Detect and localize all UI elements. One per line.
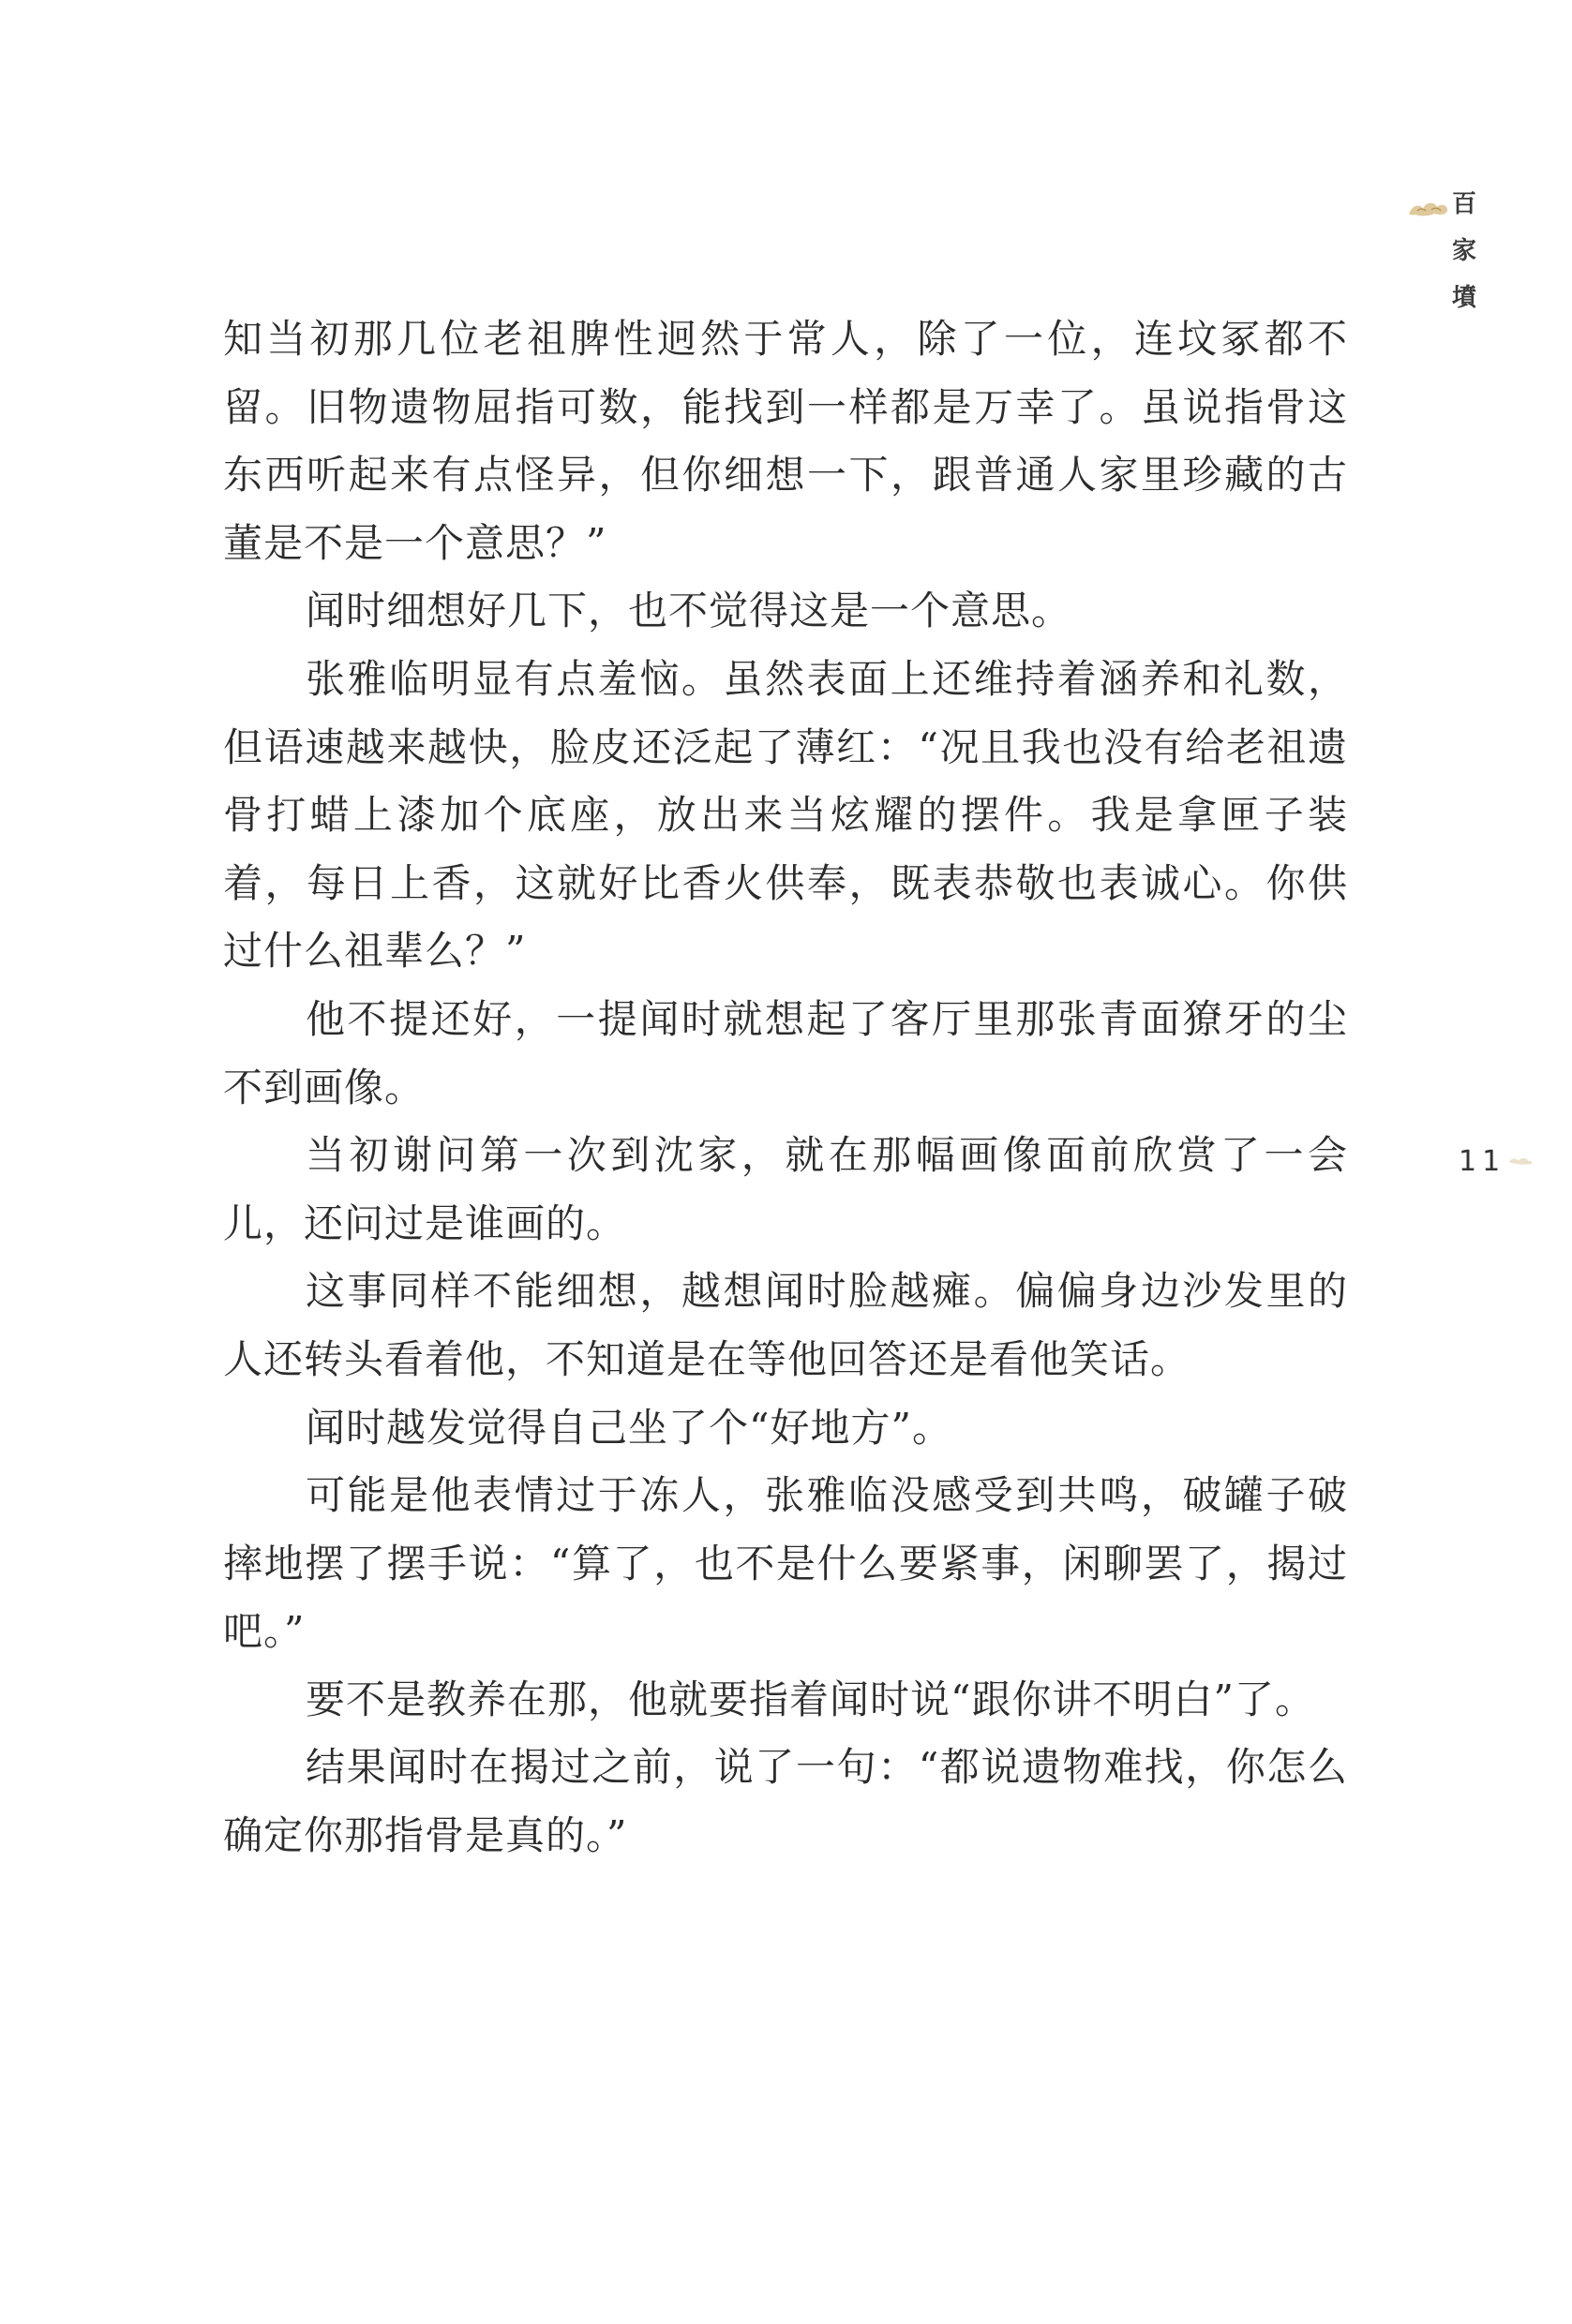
page-number-block [1459, 1141, 1534, 1183]
title-char-1: 百 [1451, 190, 1476, 218]
paragraph: 结果闻时在揭过之前，说了一句：“都说遗物难找，你怎么确定你那指骨是真的。” [223, 1744, 1348, 1859]
running-head [1406, 187, 1481, 365]
cloud-mark-icon [1507, 1155, 1534, 1166]
paragraph: 这事同样不能细想，越想闻时脸越瘫。偏偏身边沙发里的人还转头看着他，不知道是在等他回答还是看他笑话。 [223, 1268, 1348, 1382]
paragraph: 知当初那几位老祖脾性迥然于常人，除了一位，连坟冢都不留。旧物遗物屈指可数，能找到一样都是万幸了。虽说指骨这东西听起来有点怪异，但你细想一下，跟普通人家里珍藏的古董是不是一个意思？” [223, 316, 1348, 566]
paragraph: 他不提还好，一提闻时就想起了客厅里那张青面獠牙的尘不到画像。 [223, 995, 1348, 1110]
title-char-2: 家 [1451, 237, 1476, 265]
paragraph: 闻时越发觉得自己坐了个“好地方”。 [306, 1404, 952, 1451]
page-number: 11 [1459, 1145, 1506, 1178]
paragraph: 可能是他表情过于冻人，张雅临没感受到共鸣，破罐子破摔地摆了摆手说：“算了，也不是什么要紧事，闲聊罢了，揭过吧。” [223, 1472, 1348, 1655]
paragraph: 当初谢问第一次到沈家，就在那幅画像面前欣赏了一会儿，还问过是谁画的。 [223, 1132, 1348, 1246]
book-title-vertical [1447, 187, 1481, 315]
paragraph: 要不是教养在那，他就要指着闻时说“跟你讲不明白”了。 [306, 1676, 1315, 1722]
paragraph: 闻时细想好几下，也不觉得这是一个意思。 [306, 588, 1072, 634]
body-text [223, 305, 1348, 1870]
cloud-ornament-icon [1406, 195, 1451, 219]
paragraph: 张雅临明显有点羞恼。虽然表面上还维持着涵养和礼数，但语速越来越快，脸皮还泛起了薄红：“况且我也没有给老祖遗骨打蜡上漆加个底座，放出来当炫耀的摆件。我是拿匣子装着，每日上香，这就好比香火供奉，既表恭敬也表诚心。你供过什么祖辈么？” [223, 655, 1348, 975]
title-char-3: 墳 [1451, 284, 1476, 312]
